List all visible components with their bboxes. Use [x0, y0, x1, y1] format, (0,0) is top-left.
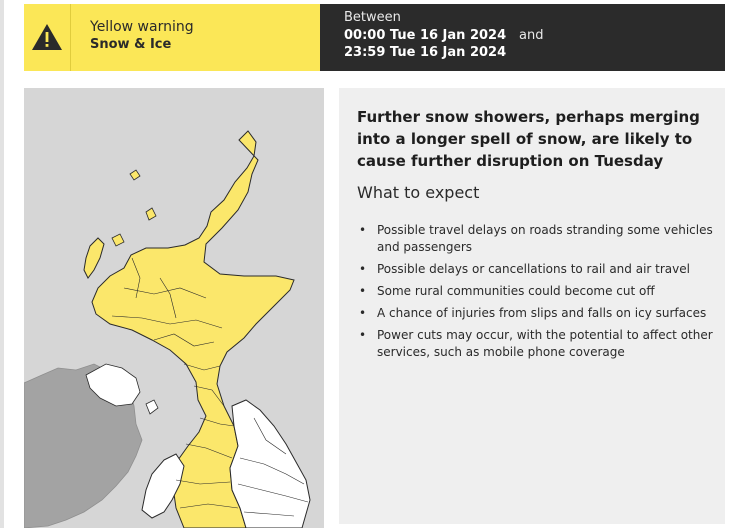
warning-header [24, 4, 725, 71]
western-isles [84, 238, 104, 278]
list-item-text: Possible delays or cancellations to rail and air travel [377, 262, 690, 276]
period-start: 00:00 Tue 16 Jan 2024 [344, 28, 507, 43]
warning-type: Snow & Ice [90, 37, 172, 52]
northern-isles [112, 170, 156, 246]
warning-map[interactable] [24, 88, 324, 528]
bullet-icon: • [359, 284, 367, 298]
list-item [357, 222, 717, 256]
warning-details [339, 88, 725, 524]
list-item [357, 261, 717, 278]
warning-period [320, 4, 725, 71]
bullet-icon: • [359, 328, 367, 342]
and-label: and [519, 28, 544, 43]
list-item-text: Power cuts may occur, with the potential to affect other services, such as mobile phone coverage [377, 328, 713, 359]
what-to-expect-list [357, 222, 717, 366]
list-item-text: A chance of injuries from slips and falls on icy surfaces [377, 306, 707, 320]
between-label: Between [344, 10, 401, 25]
warning-headline: Further snow showers, perhaps merging into a longer spell of snow, are likely to cause further disruption on Tuesday [357, 108, 700, 170]
list-item-text: Some rural communities could become cut off [377, 284, 655, 298]
uk-map [24, 88, 324, 528]
warning-triangle-icon [31, 23, 63, 51]
bullet-icon: • [359, 262, 367, 276]
list-item [357, 305, 717, 322]
list-item-text: Possible travel delays on roads stranding some vehicles and passengers [377, 223, 713, 254]
warning-icon-box [24, 4, 71, 71]
warning-level: Yellow warning [90, 19, 194, 35]
period-end: 23:59 Tue 16 Jan 2024 [344, 45, 507, 60]
bullet-icon: • [359, 223, 367, 237]
list-item [357, 283, 717, 300]
warning-level-panel [71, 4, 320, 71]
bullet-icon: • [359, 306, 367, 320]
list-item [357, 327, 717, 361]
england-unaffected [230, 400, 310, 528]
window-edge [0, 0, 4, 528]
what-to-expect-title: What to expect [357, 183, 480, 202]
isle-of-man [146, 400, 158, 414]
